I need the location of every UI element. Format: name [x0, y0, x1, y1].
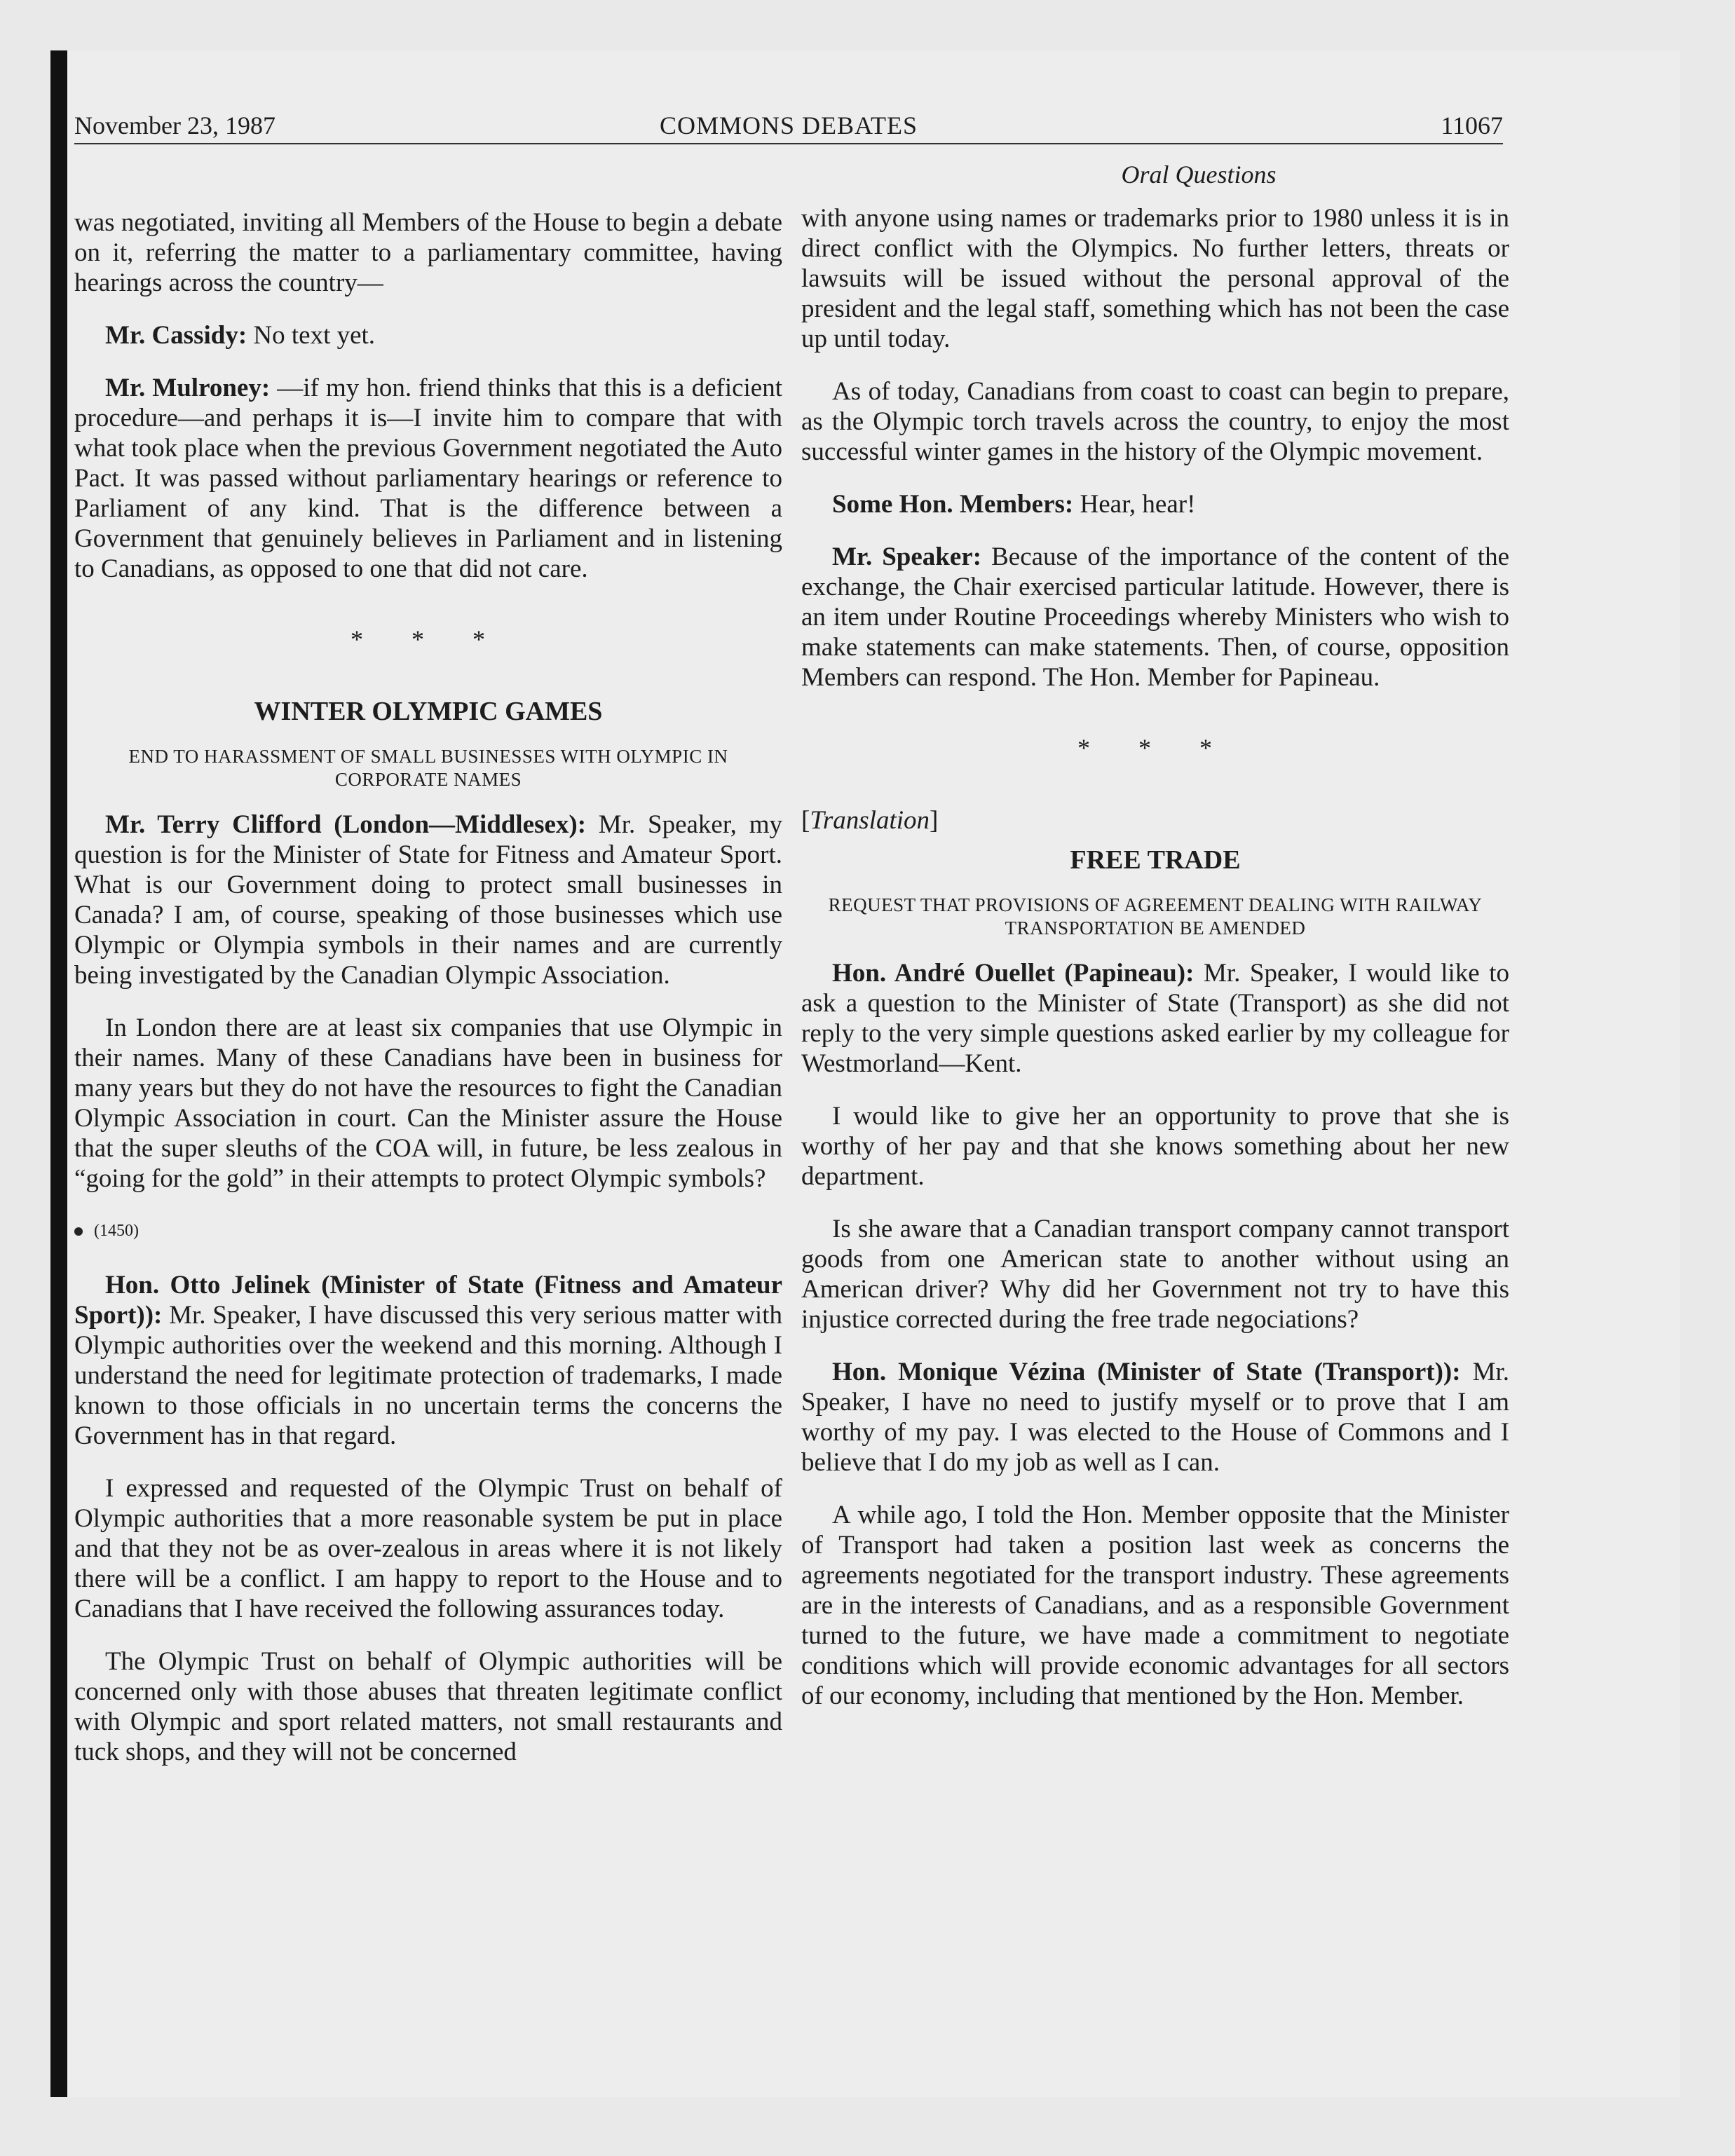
speaker-name: Hon. Monique Vézina (Minister of State (Transport)):: [832, 1358, 1461, 1386]
time-marker: [74, 1216, 782, 1246]
speech-paragraph: [801, 958, 1509, 1079]
right-column: [801, 203, 1509, 1733]
speech-text: Mr. Speaker, my question is for the Minister of State for Fitness and Amateur Sport. What is our Government doing to protect small businesses in Canada? I am, of course, speaking of those businesses which use Olympic or Olympia symbols in their names and are currently being investigated by the Canadian Olympic Association.: [74, 810, 782, 990]
section-heading: FREE TRADE: [1070, 845, 1241, 875]
paragraph: I expressed and requested of the Olympic Trust on behalf of Olympic authorities that a more reasonable system be put in place and that they not be as over-zealous in areas where it is not likely there will be a conflict. I am happy to report to the House and to Canadians that I have received the following assurances today.: [74, 1474, 782, 1623]
page-header: [74, 109, 1503, 144]
translation-label: Translation: [810, 806, 930, 835]
speaker-name: Some Hon. Members:: [832, 490, 1074, 519]
speech-text: No text yet.: [247, 321, 376, 350]
section-heading: WINTER OLYMPIC GAMES: [254, 697, 603, 726]
bracket-close: ]: [930, 806, 939, 835]
paragraph: Is she aware that a Canadian transport company cannot transport goods from one American state to another without using an American driver? Why did her Government not try to have this injustice corrected during the free trade negociations?: [801, 1215, 1509, 1334]
speech-paragraph: [74, 373, 782, 584]
speech-paragraph: [801, 542, 1509, 692]
section-divider: * * *: [1077, 734, 1233, 762]
paragraph: The Olympic Trust on behalf of Olympic authorities will be concerned only with those abuses that threaten legitimate conflict with Olympic and sport related matters, not small restaurants and tuck shops, and they will not be concerned: [74, 1647, 782, 1766]
running-head: Oral Questions: [1121, 161, 1277, 189]
section-divider: * * *: [351, 625, 506, 653]
speech-text: Mr. Speaker, I have no need to justify myself or to prove that I am worthy of my pay. I was elected to the House of Commons and I believe that I do my job as well as I can.: [801, 1358, 1509, 1477]
speaker-name: Mr. Cassidy:: [105, 321, 247, 350]
speaker-name: Mr. Speaker:: [832, 543, 982, 571]
speech-paragraph: [74, 320, 782, 350]
speech-paragraph: [74, 810, 782, 990]
speech-text: Because of the importance of the content of the exchange, the Chair exercised particular latitude. However, there is an item under Routine Proceedings whereby Ministers who wish to make statements can make statements. Then, of course, opposition Members can respond. The Hon. Member for Papineau.: [801, 543, 1509, 692]
paragraph: As of today, Canadians from coast to coast can begin to prepare, as the Olympic torch travels across the country, to enjoy the most successful winter games in the history of the Olympic movement.: [801, 377, 1509, 466]
header-title: COMMONS DEBATES: [659, 111, 918, 139]
speaker-name: Mr. Terry Clifford (London—Middlesex):: [105, 810, 587, 839]
paragraph: with anyone using names or trademarks prior to 1980 unless it is in direct conflict with the Olympics. No further letters, threats or lawsuits will be issued without the personal approval of the president and the legal staff, something which has not been the case up until today.: [801, 204, 1509, 353]
bracket-open: [: [801, 806, 810, 835]
translation-note: [801, 805, 1509, 835]
left-column: [74, 207, 782, 1789]
speaker-name: Mr. Mulroney:: [105, 374, 271, 402]
speaker-name: Hon. André Ouellet (Papineau):: [832, 959, 1195, 988]
speech-text: —if my hon. friend thinks that this is a deficient procedure—and perhaps it is—I invite him to compare that with what took place when the previous Government negotiated the Auto Pact. It was passed without parliamentary hearings or reference to Parliament of any kind. That is the difference between a Government that genuinely believes in Parliament and in listening to Canadians, as opposed to one that did not care.: [74, 374, 782, 583]
time-marker-text: (1450): [94, 1222, 139, 1240]
speech-text: Mr. Speaker, I would like to ask a question to the Minister of State (Transport) as she did not reply to the very simple questions asked earlier by my colleague for Westmorland—Kent.: [801, 959, 1509, 1078]
paragraph: was negotiated, inviting all Members of the House to begin a debate on it, referring the matter to a parliamentary committee, having hearings across the country—: [74, 208, 782, 297]
section-subheading: END TO HARASSMENT OF SMALL BUSINESSES WITH OLYMPIC IN CORPORATE NAMES: [128, 746, 728, 790]
header-date: November 23, 1987: [74, 111, 275, 139]
paragraph: I would like to give her an opportunity to prove that she is worthy of her pay and that she knows something about her new department.: [801, 1102, 1509, 1191]
speech-text: Mr. Speaker, I have discussed this very serious matter with Olympic authorities over the weekend and this morning. Although I understand the need for legitimate protection of trademarks, I made known to those officials in no uncertain terms the concerns the Government has in that regard.: [74, 1301, 782, 1450]
bullet-icon: [74, 1227, 83, 1236]
scan-edge-bar: [50, 50, 67, 2097]
speech-paragraph: [801, 489, 1509, 519]
speech-text: Hear, hear!: [1073, 490, 1196, 519]
section-subheading: REQUEST THAT PROVISIONS OF AGREEMENT DEALING WITH RAILWAY TRANSPORTATION BE AMENDED: [828, 894, 1483, 939]
paragraph: In London there are at least six companies that use Olympic in their names. Many of these Canadians have been in business for many years but they do not have the resources to fight the Canadian Olympic Association in court. Can the Minister assure the House that the super sleuths of the COA will, in future, be less zealous in “going for the gold” in their attempts to protect Olympic symbols?: [74, 1014, 782, 1193]
speech-paragraph: [74, 1270, 782, 1451]
header-page-number: 11067: [1441, 111, 1503, 139]
paragraph: A while ago, I told the Hon. Member opposite that the Minister of Transport had taken a position last week as concerns the agreements negotiated for the transport industry. These agreements are in the interests of Canadians, and as a responsible Government turned to the future, we have made a commitment to negotiate conditions which will provide economic advantages for all sectors of our economy, including that mentioned by the Hon. Member.: [801, 1501, 1509, 1710]
speaker-name: Hon. Otto Jelinek (Minister of State (Fitness and Amateur Sport)):: [74, 1271, 782, 1330]
speech-paragraph: [801, 1357, 1509, 1478]
